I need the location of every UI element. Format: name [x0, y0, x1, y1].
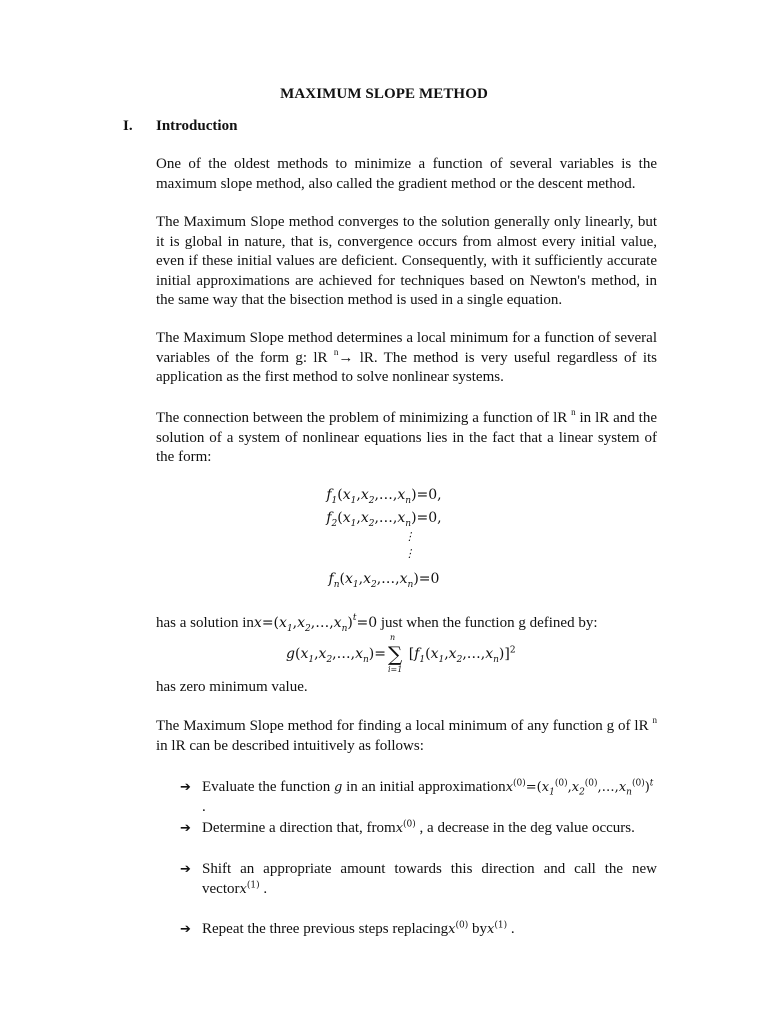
vertical-dots-1: ⋮ [404, 531, 415, 543]
bullet-item-3: ➔ Shift an appropriate amount towards this direction and call the new vectorx$^{(1)}$ . [180, 861, 657, 897]
vertical-dots-2: ⋮ [404, 548, 415, 560]
paragraph-7: The Maximum Slope method for finding a local minimum of any function g of lR $^n$ in lR can be described intuitively as follows: [156, 715, 657, 754]
solution-vector: $x=(x_1,x_2,\dots,x_n)^t=0$ [253, 613, 378, 634]
bullet-item-4: ➔ Repeat the three previous steps replacingx$^{(0)}$ byx$^{(1)}$ . [180, 920, 657, 940]
equation-line-1: $f_1(x_1,x_2,\dots,x_n)=0$, [326, 487, 442, 506]
paragraph-2: The Maximum Slope method converges to the solution generally only linearly, but it is global in nature, that is, convergence occurs from almost every initial value, even if these initial values are deficient. Consequently, with it sufficiently accurate initial approximations are achieved for techniques based on Newton's method, in the same way that the bisection method is used in a single equation. [156, 214, 657, 308]
bullet-item-2: ➔ Determine a direction that, fromx$^{(0)}$ , a decrease in the deg value occurs. [180, 819, 657, 839]
paragraph-3: The Maximum Slope method determines a local minimum for a function of several variables of the form g: lR $^n$→ lR. The method is very useful regardless of its application as the first method to solve nonlinear systems. [156, 330, 657, 385]
arrow-right-icon: ➔ [180, 821, 191, 836]
section-title: Introduction [156, 118, 238, 134]
equation-line-2: $f_2(x_1,x_2,\dots,x_n)=0$, [326, 510, 442, 529]
document-title: MAXIMUM SLOPE METHOD [280, 86, 488, 102]
initial-approximation: $x^{(0)}=(x_1^{(0)},x_2^{(0)},\dots,x_n^{(0)})^t$ [505, 778, 654, 798]
paragraph-6: has zero minimum value. [156, 679, 308, 695]
equation-line-n: $f_n(x_1,x_2,\dots,x_n)=0$ [328, 571, 440, 590]
arrow-right-icon: ➔ [180, 780, 191, 795]
sum-of-squares-equation: $g(x_1,x_2,\dots,x_n)=$ ∑ n i=1 $[f_1(x_1,x_2,\dots,x_n)]^2$ [286, 633, 516, 674]
bullet-item-1: ➔ Evaluate the function g in an initial $approximationx^{(0)}=(x_1^{(0)},x_2^{(0)},\dots,x_n^{(0)})^t$ . [180, 778, 654, 815]
paragraph-1: One of the oldest methods to minimize a function of several variables is the maximum slope method, also called the gradient method or the descent method. [156, 156, 657, 192]
section-number: I. [123, 118, 133, 134]
paragraph-4: The connection between the problem of minimizing a function of lR $^n$ in lR and the solution of a system of nonlinear equations lies in the fact that a linear system of the form: [156, 407, 657, 465]
arrow-right-icon: ➔ [180, 862, 191, 877]
arrow-right-icon: ➔ [180, 922, 191, 937]
summation-symbol: ∑ n i=1 [387, 633, 403, 674]
paragraph-5: has a solution $inx=(x_1,x_2,\dots,x_n)^t=0$ just when the function g defined by: [156, 613, 598, 634]
section-heading [123, 118, 237, 135]
